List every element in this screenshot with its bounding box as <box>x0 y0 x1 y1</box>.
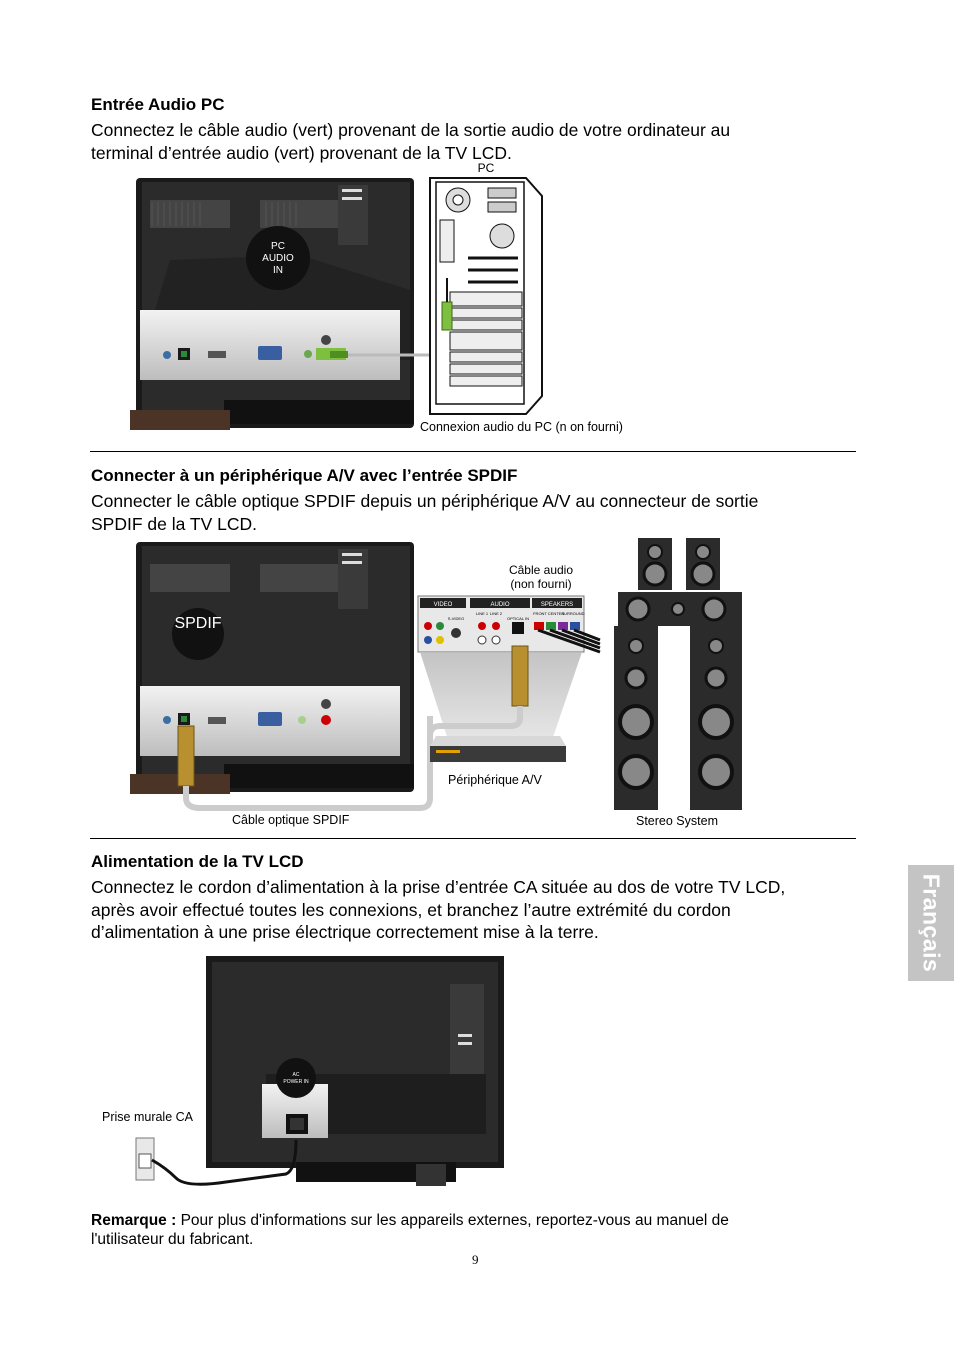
body-line: Connectez le câble audio (vert) provenant de la sortie audio de votre ordinateur au <box>91 120 731 140</box>
av-receiver-panel-illustration <box>418 596 600 762</box>
tv-back-illustration <box>130 178 450 430</box>
note-text: Pour plus d'informations sur les appareils externes, reportez-vous au manuel de <box>176 1212 729 1229</box>
body-line: SPDIF de la TV LCD. <box>91 513 257 534</box>
section-title-power: Alimentation de la TV LCD <box>91 852 304 871</box>
tv-back-illustration <box>130 542 430 808</box>
body-line: Connectez le cordon d’alimentation à la prise d’entrée CA située au dos de votre TV LCD, <box>91 877 786 897</box>
power-connection-diagram <box>126 954 510 1194</box>
spdif-badge: SPDIF <box>174 615 222 632</box>
panel-sublabel: SURROUND <box>561 611 585 616</box>
wall-outlet-label: Prise murale CA <box>102 1110 193 1124</box>
badge-line: IN <box>273 265 283 276</box>
figure1-caption: Connexion audio du PC (n on fourni) <box>420 420 623 434</box>
panel-sublabel: OPTICAL IN <box>506 616 530 621</box>
tv-back-illustration <box>206 956 504 1186</box>
section-divider <box>90 838 856 839</box>
badge-line: POWER IN <box>283 1079 309 1085</box>
body-line: d’alimentation à une prise électrique correctement mise à la terre. <box>91 922 599 942</box>
body-line: Connecter le câble optique SPDIF depuis un périphérique A/V au connecteur de sortie <box>91 491 759 511</box>
section-title-spdif: Connecter à un périphérique A/V avec l’entrée SPDIF <box>91 466 518 485</box>
audio-cable-label: Câble audio <box>508 563 574 577</box>
panel-label: SPEAKERS <box>540 602 574 608</box>
panel-sublabel: S-VIDEO <box>447 616 465 621</box>
body-line: terminal d’entrée audio (vert) provenant de la TV LCD. <box>91 142 512 163</box>
panel-sublabel: CENTER <box>547 611 565 616</box>
section-body-pc-audio <box>91 119 871 164</box>
badge-line: PC <box>271 241 285 252</box>
note-text: l'utilisateur du fabricant. <box>91 1231 254 1248</box>
section-divider <box>90 451 856 452</box>
stereo-system-label: Stereo System <box>636 814 718 828</box>
note <box>91 1211 861 1249</box>
badge-line: AUDIO <box>262 253 294 264</box>
panel-sublabel: LINE 1 <box>475 611 489 616</box>
pc-audio-connection-diagram <box>130 160 650 440</box>
panel-sublabel: LINE 2 <box>489 611 503 616</box>
pc-label: PC <box>477 161 495 175</box>
panel-label: VIDEO <box>433 602 453 608</box>
language-tab <box>908 865 954 981</box>
section-body-power <box>91 876 881 944</box>
panel-label: AUDIO <box>490 602 510 608</box>
badge-line: AC <box>292 1072 300 1078</box>
pc-tower-illustration <box>430 178 542 414</box>
body-line: après avoir effectué toutes les connexions, et branchez l’autre extrémité du cordon <box>91 899 731 920</box>
section-title-pc-audio: Entrée Audio PC <box>91 95 225 114</box>
spdif-cable-label: Câble optique SPDIF <box>232 813 350 827</box>
stereo-speakers-illustration <box>614 538 742 810</box>
language-tab-label: Français <box>918 873 945 973</box>
audio-cable-label: (non fourni) <box>510 577 572 591</box>
panel-sublabel: FRONT <box>533 611 547 616</box>
section-body-spdif <box>91 490 871 535</box>
spdif-connection-diagram <box>130 536 750 816</box>
note-label: Remarque : <box>91 1212 177 1229</box>
page-number: 9 <box>472 1252 479 1267</box>
av-device-label: Périphérique A/V <box>448 773 542 787</box>
